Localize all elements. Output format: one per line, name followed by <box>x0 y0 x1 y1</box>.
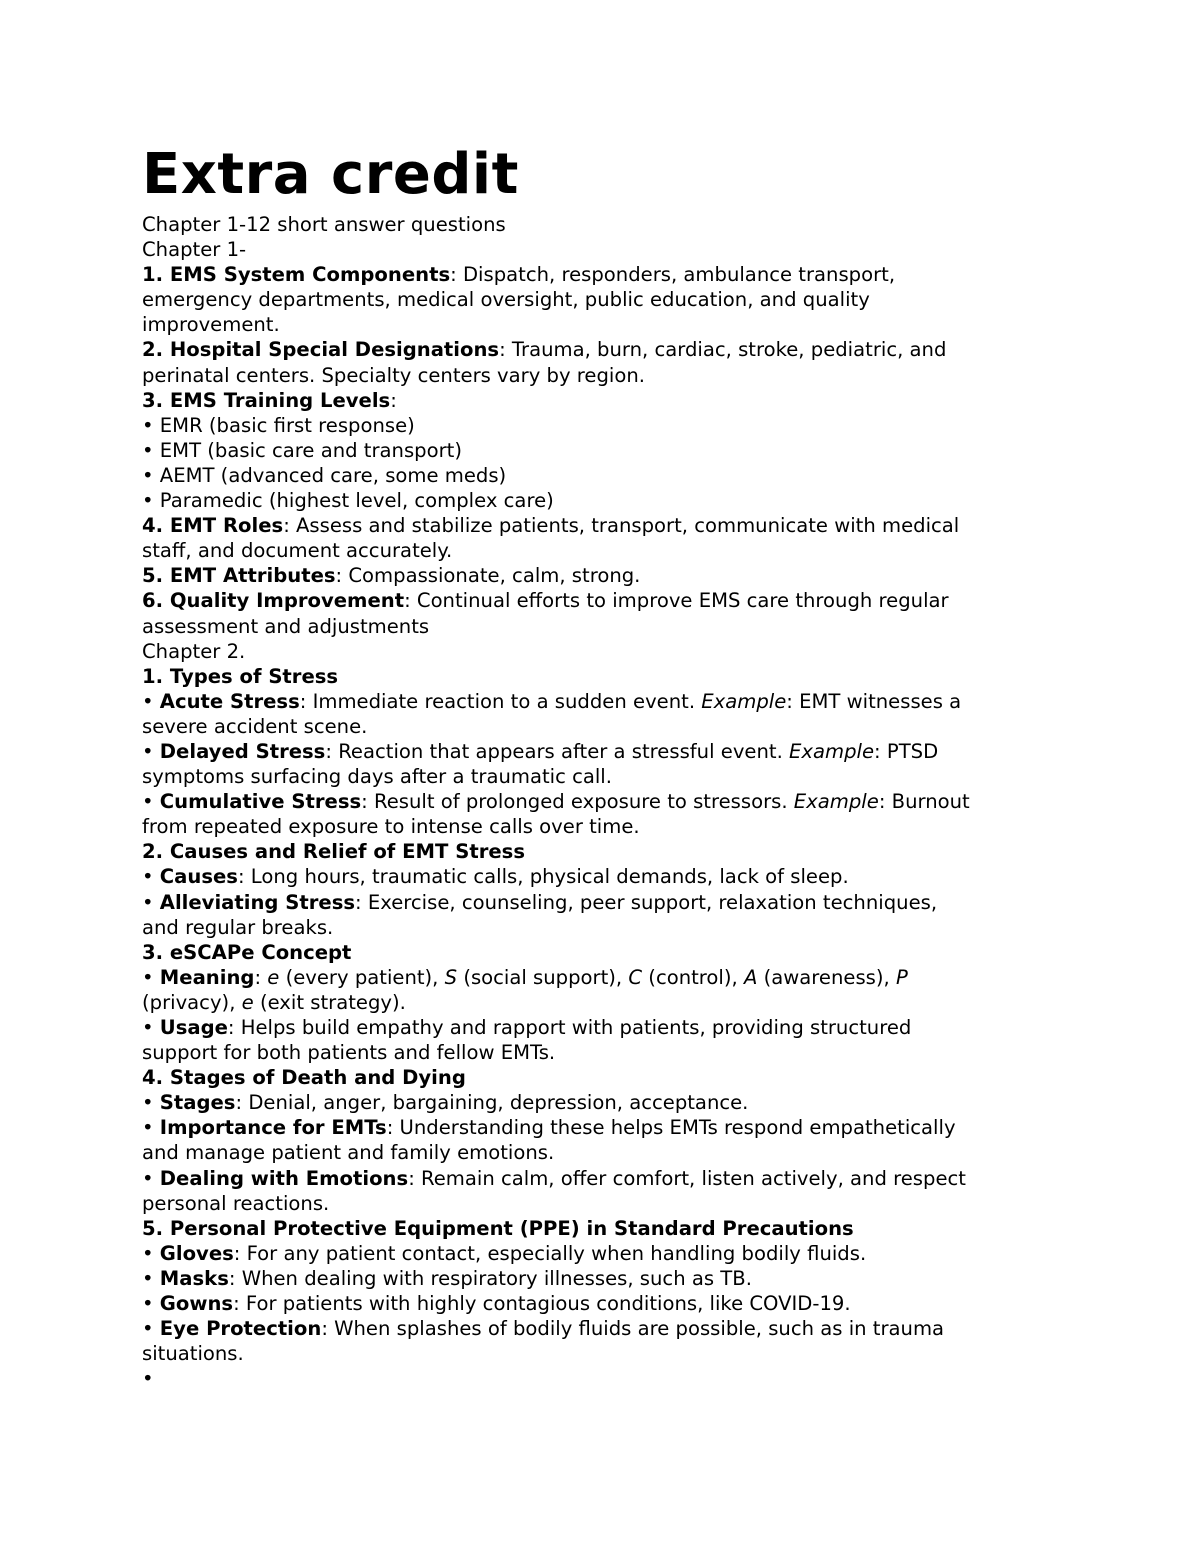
text-line <box>142 664 1082 689</box>
line-text: • Paramedic (highest level, complex care) <box>142 489 554 513</box>
line-text: • <box>142 890 160 914</box>
line-text: : Trauma, burn, cardiac, stroke, pediatric, and <box>499 338 947 362</box>
line-text: • <box>142 1266 160 1290</box>
italic-text: e <box>241 990 254 1014</box>
text-line <box>142 237 1082 262</box>
bold-term: 3. eSCAPe Concept <box>142 940 352 964</box>
text-line <box>142 1216 1082 1241</box>
text-line <box>142 1241 1082 1266</box>
text-line <box>142 1040 1082 1065</box>
text-line <box>142 614 1082 639</box>
bold-term: Usage <box>159 1016 228 1039</box>
text-line <box>142 312 1082 337</box>
text-line <box>142 513 1082 538</box>
bold-term: Gowns <box>159 1292 234 1316</box>
line-text: symptoms surfacing days after a traumatic call. <box>142 765 612 789</box>
text-line <box>142 337 1082 362</box>
line-text: : Dispatch, responders, ambulance transport, <box>450 263 896 287</box>
line-text: : Result of prolonged exposure to stressors. <box>361 790 794 814</box>
line-text: assessment and adjustments <box>142 614 430 638</box>
line-text: Chapter 1- <box>142 238 247 262</box>
line-text: and regular breaks. <box>142 915 334 939</box>
bold-term: 3. EMS Training Levels <box>142 388 391 412</box>
line-text: support for both patients and fellow EMTs. <box>142 1041 556 1065</box>
line-text: • <box>142 1317 160 1341</box>
line-text: • AEMT (advanced care, some meds) <box>142 463 507 487</box>
document-content <box>142 140 1082 1391</box>
bold-term: Cumulative Stress <box>159 790 362 814</box>
bold-term: Meaning <box>159 965 255 989</box>
bold-term: Stages <box>159 1091 236 1115</box>
text-line <box>142 1140 1082 1165</box>
italic-text: e <box>267 965 280 989</box>
line-text: : Denial, anger, bargaining, depression, acceptance. <box>235 1091 749 1115</box>
line-text: : Compassionate, calm, strong. <box>335 564 641 588</box>
text-line <box>142 1366 1082 1391</box>
text-line <box>142 1166 1082 1191</box>
italic-text: Example <box>793 790 879 814</box>
text-line <box>142 639 1082 664</box>
text-line <box>142 388 1082 413</box>
line-text: perinatal centers. Specialty centers vary by region. <box>142 363 645 387</box>
text-line <box>142 814 1082 839</box>
text-line <box>142 1291 1082 1316</box>
text-line <box>142 438 1082 463</box>
bold-term: Alleviating Stress <box>159 890 356 914</box>
bold-term: Eye Protection <box>159 1317 322 1341</box>
text-line <box>142 287 1082 312</box>
italic-text: P <box>895 965 908 989</box>
bold-term: Importance for EMTs <box>159 1116 387 1140</box>
line-text: : Reaction that appears after a stressful event. <box>325 739 790 763</box>
italic-text: S <box>444 965 458 989</box>
text-line <box>142 940 1082 965</box>
text-line <box>142 689 1082 714</box>
line-text: from repeated exposure to intense calls over time. <box>142 815 640 839</box>
line-text: : <box>390 388 397 412</box>
line-text: (awareness), <box>757 965 896 989</box>
italic-text: Example <box>789 739 875 763</box>
line-text: : Remain calm, offer comfort, listen actively, and respect <box>408 1166 966 1190</box>
text-line <box>142 212 1082 237</box>
text-line <box>142 864 1082 889</box>
line-text: • <box>142 1241 160 1265</box>
document-body <box>142 212 1082 1391</box>
text-line <box>142 1065 1082 1090</box>
text-line <box>142 1191 1082 1216</box>
bold-term: 5. Personal Protective Equipment (PPE) in Standard Precautions <box>142 1216 854 1240</box>
line-text: : Continual efforts to improve EMS care through regular <box>404 589 949 613</box>
line-text: : EMT witnesses a <box>786 689 962 713</box>
bold-term: 6. Quality Improvement <box>142 589 405 613</box>
line-text: severe accident scene. <box>142 714 368 738</box>
text-line <box>142 1115 1082 1140</box>
line-text: • <box>142 865 160 889</box>
line-text: : Helps build empathy and rapport with patients, providing structured <box>227 1016 912 1039</box>
line-text: : For patients with highly contagious conditions, like COVID-19. <box>233 1292 851 1316</box>
bold-term: 4. Stages of Death and Dying <box>142 1066 466 1090</box>
line-text: : Long hours, traumatic calls, physical demands, lack of sleep. <box>237 865 849 889</box>
line-text: : Assess and stabilize patients, transport, communicate with medical <box>283 514 960 538</box>
line-text: : PTSD <box>874 739 939 763</box>
text-line <box>142 262 1082 287</box>
bold-term: 2. Hospital Special Designations <box>142 338 500 362</box>
text-line <box>142 588 1082 613</box>
bold-term: Delayed Stress <box>159 739 326 763</box>
text-line <box>142 965 1082 990</box>
text-line <box>142 764 1082 789</box>
line-text: (control), <box>642 965 744 989</box>
line-text: • <box>142 790 160 814</box>
text-line <box>142 990 1082 1015</box>
text-line <box>142 789 1082 814</box>
text-line <box>142 463 1082 488</box>
text-line <box>142 1090 1082 1115</box>
line-text: • <box>142 1116 160 1140</box>
bold-term: 1. Types of Stress <box>142 664 339 688</box>
bold-term: Causes <box>159 865 238 889</box>
bold-term: Masks <box>159 1266 229 1290</box>
italic-text: A <box>743 965 758 989</box>
line-text: • <box>142 1367 154 1391</box>
line-text: • <box>142 1091 160 1115</box>
text-line <box>142 890 1082 915</box>
line-text: (every patient), <box>279 965 445 989</box>
text-line <box>142 563 1082 588</box>
line-text: (exit strategy). <box>253 990 406 1014</box>
bold-term: 2. Causes and Relief of EMT Stress <box>142 840 525 864</box>
line-text: • <box>142 1292 160 1316</box>
bold-term: Acute Stress <box>159 689 300 713</box>
line-text: • EMR (basic first response) <box>142 413 415 437</box>
text-line <box>142 839 1082 864</box>
line-text: : Exercise, counseling, peer support, relaxation techniques, <box>355 890 938 914</box>
line-text: • <box>142 1166 160 1190</box>
line-text: situations. <box>142 1342 244 1366</box>
text-line <box>142 739 1082 764</box>
text-line <box>142 1341 1082 1366</box>
text-line <box>142 1316 1082 1341</box>
line-text: personal reactions. <box>142 1191 330 1215</box>
text-line <box>142 363 1082 388</box>
line-text: (privacy), <box>142 990 242 1014</box>
line-text: Chapter 1-12 short answer questions <box>142 213 506 236</box>
italic-text: C <box>628 965 643 989</box>
line-text: and manage patient and family emotions. <box>142 1141 555 1165</box>
text-line <box>142 915 1082 940</box>
line-text: • <box>142 1016 160 1039</box>
text-line <box>142 538 1082 563</box>
bold-term: 4. EMT Roles <box>142 514 284 538</box>
text-line <box>142 413 1082 438</box>
line-text: : Burnout <box>878 790 970 814</box>
line-text: • <box>142 739 160 763</box>
text-line <box>142 1015 1082 1040</box>
line-text: : When splashes of bodily fluids are possible, such as in trauma <box>321 1317 945 1341</box>
page-title: Extra credit <box>142 142 519 207</box>
text-line <box>142 1266 1082 1291</box>
line-text: : Immediate reaction to a sudden event. <box>299 689 702 713</box>
text-line <box>142 714 1082 739</box>
line-text: improvement. <box>142 313 280 337</box>
line-text: staff, and document accurately. <box>142 539 453 563</box>
text-line <box>142 488 1082 513</box>
line-text: • <box>142 689 160 713</box>
line-text: : For any patient contact, especially when handling bodily fluids. <box>233 1241 867 1265</box>
bold-term: Gloves <box>159 1241 234 1265</box>
bold-term: Dealing with Emotions <box>159 1166 409 1190</box>
bold-term: 1. EMS System Components <box>142 263 451 287</box>
italic-text: Example <box>701 689 787 713</box>
line-text: • <box>142 965 160 989</box>
line-text: : <box>254 965 268 989</box>
line-text: (social support), <box>457 965 629 989</box>
line-text: Chapter 2. <box>142 639 246 663</box>
bold-term: 5. EMT Attributes <box>142 564 336 588</box>
line-text: • EMT (basic care and transport) <box>142 438 462 462</box>
line-text: emergency departments, medical oversight, public education, and quality <box>142 288 870 312</box>
line-text: : When dealing with respiratory illnesses, such as TB. <box>228 1266 752 1290</box>
line-text: : Understanding these helps EMTs respond empathetically <box>386 1116 956 1140</box>
